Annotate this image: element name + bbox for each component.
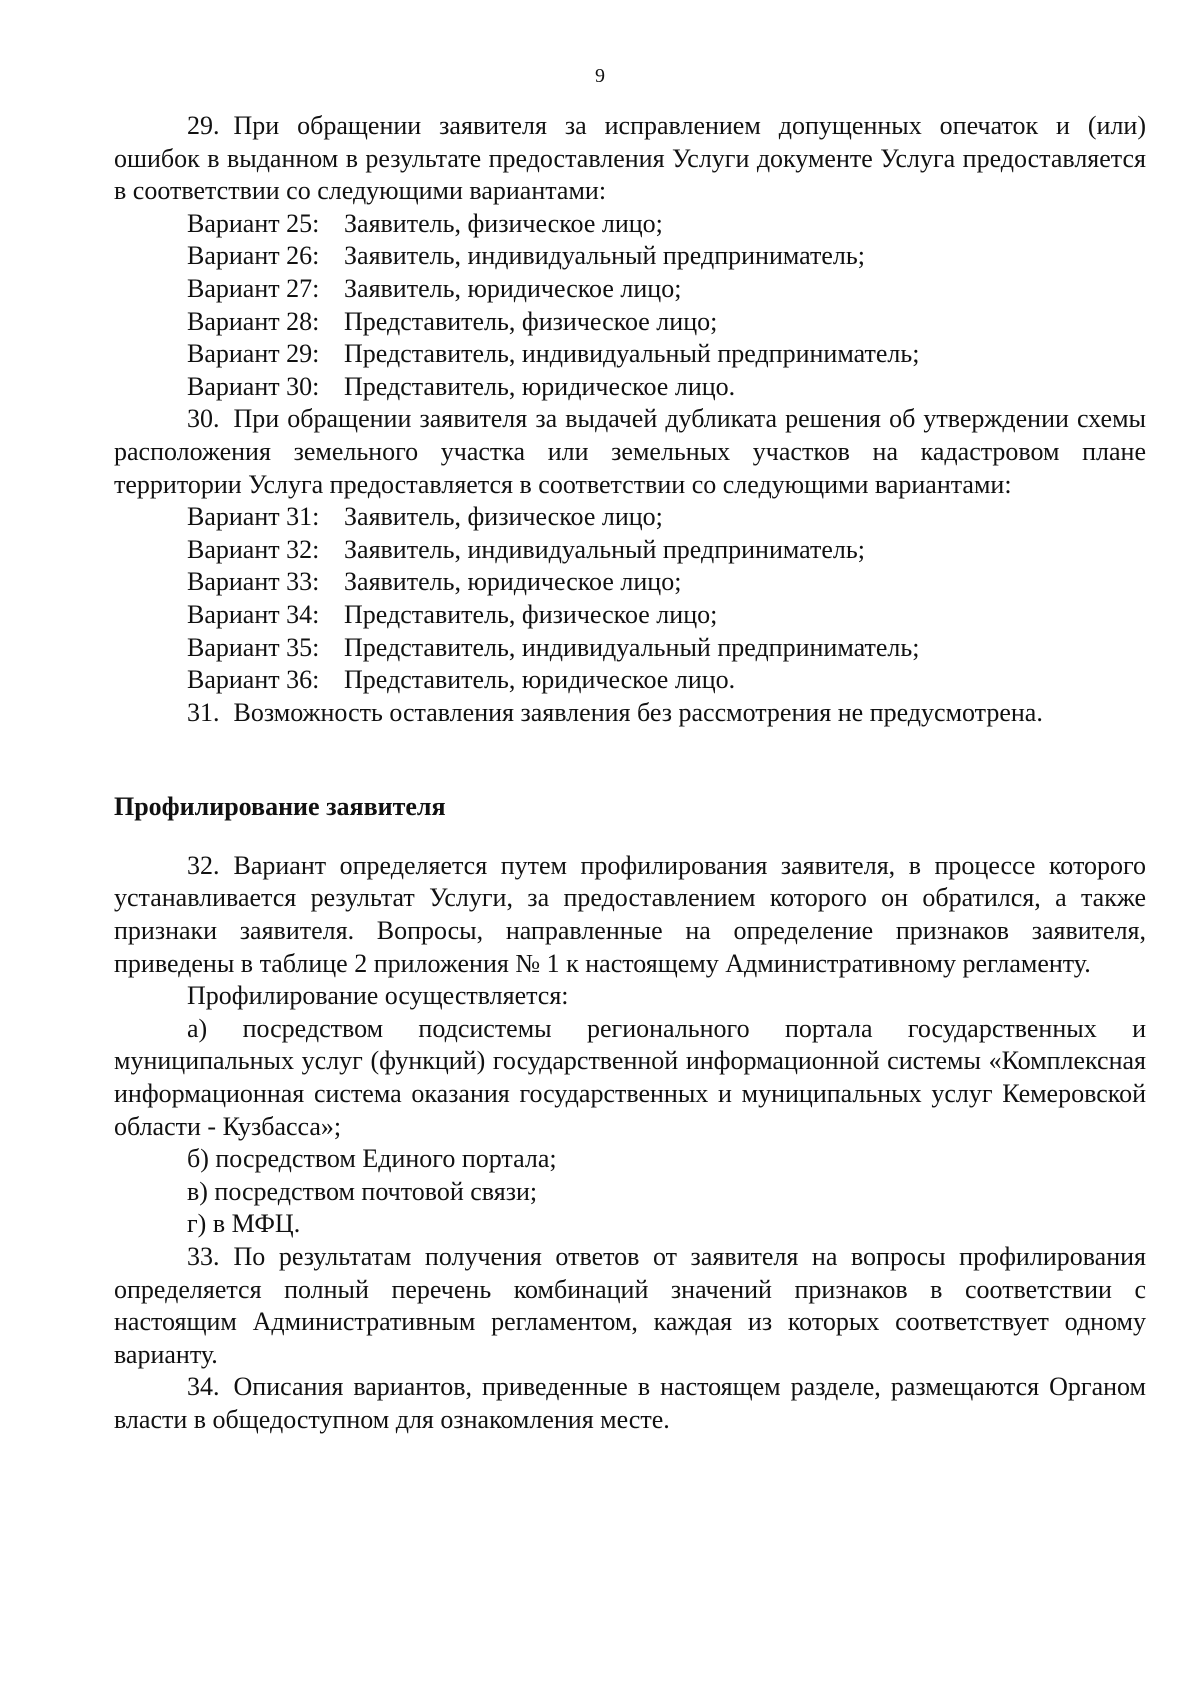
variant-line: Вариант 30: Представитель, юридическое лицо. [187, 371, 736, 401]
profiling-option: в) посредством почтовой связи; [187, 1176, 538, 1206]
paragraph-number: 33. [187, 1242, 220, 1271]
paragraph-number: 34. [187, 1372, 220, 1402]
paragraph-text: При обращении заявителя за исправлением допущенных опечаток и (или) ошибок в выданном в результате предоставления Услуги документе Услуга предоставляется в соответствии со следующими вариантами: [114, 111, 1146, 206]
variant-line: Вариант 34: Представитель, физическое лицо; [187, 599, 718, 629]
variant-line: Вариант 33: Заявитель, юридическое лицо; [187, 567, 682, 597]
profiling-intro: Профилирование осуществляется: [187, 981, 569, 1011]
paragraph-32 [114, 850, 1146, 980]
paragraph-number: 32. [187, 850, 220, 880]
profiling-option: а) посредством подсистемы регионального портала государственных и муниципальных услуг (функций) государственной информационной системы «Комплексная информационная система оказания государственных и муниципальных услуг Кемеровской области - Кузбасса»; [114, 1013, 1146, 1141]
paragraph-text: Вариант определяется путем профилирования заявителя, в процессе которого устанавливается результат Услуги, за предоставлением которого он обратился, а также признаки заявителя. Вопросы, направленные на определение признаков заявителя, приведены в таблице 2 приложения № 1 к настоящему Административному регламенту. [114, 850, 1146, 978]
variant-line: Вариант 36: Представитель, юридическое лицо. [187, 665, 736, 695]
paragraph-text: При обращении заявителя за выдачей дубликата решения об утверждении схемы расположения земельного участка или земельных участков на кадастровом плане территории Услуга предоставляется в соответствии со следующими вариантами: [114, 404, 1146, 499]
paragraph-30 [114, 403, 1146, 501]
variant-line: Вариант 31: Заявитель, физическое лицо; [187, 502, 663, 532]
paragraph-31 [114, 697, 1146, 730]
paragraph-33 [114, 1241, 1146, 1371]
section-heading: Профилирование заявителя [114, 792, 446, 822]
paragraph-text: Описания вариантов, приведенные в настоящем разделе, размещаются Органом власти в общедоступном для ознакомления месте. [114, 1372, 1146, 1434]
profiling-option: б) посредством Единого портала; [187, 1144, 557, 1174]
paragraph-29 [114, 110, 1146, 208]
variant-line: Вариант 35: Представитель, индивидуальный предприниматель; [187, 632, 920, 662]
variant-line: Вариант 32: Заявитель, индивидуальный предприниматель; [187, 534, 865, 564]
paragraph-34 [114, 1371, 1146, 1436]
variant-line: Вариант 25: Заявитель, физическое лицо; [187, 208, 663, 238]
variant-line: Вариант 29: Представитель, индивидуальный предприниматель; [187, 339, 920, 369]
paragraph-text: Возможность оставления заявления без рассмотрения не предусмотрена. [233, 697, 1043, 727]
paragraph-number: 31. [187, 697, 220, 727]
paragraph-number: 30. [187, 404, 220, 434]
paragraph-text: По результатам получения ответов от заявителя на вопросы профилирования определяется полный перечень комбинаций значений признаков в соответствии с настоящим Административным регламентом, каждая из которых соответствует одному варианту. [114, 1242, 1146, 1369]
paragraph-number: 29. [187, 111, 220, 140]
variant-line: Вариант 26: Заявитель, индивидуальный предприниматель; [187, 241, 865, 271]
page-number: 9 [595, 65, 605, 87]
variant-line: Вариант 28: Представитель, физическое лицо; [187, 306, 718, 336]
document-body [114, 110, 1146, 1437]
variant-line: Вариант 27: Заявитель, юридическое лицо; [187, 273, 682, 303]
profiling-option: г) в МФЦ. [187, 1209, 301, 1239]
